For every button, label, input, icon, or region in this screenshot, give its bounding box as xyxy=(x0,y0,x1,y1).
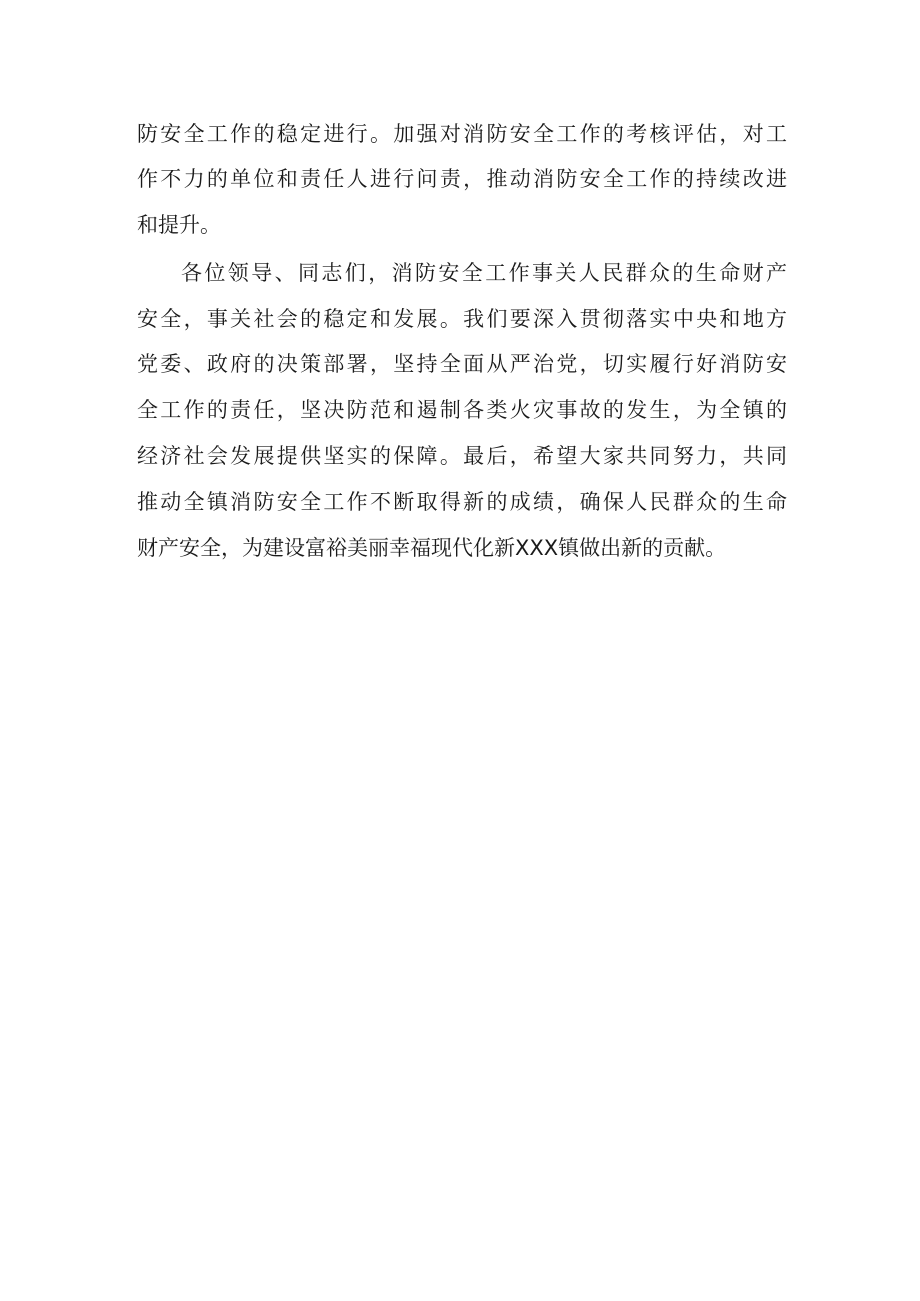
paragraph-2-line-4: 全工作的责任，坚决防范和遏制各类火灾事故的发生，为全镇的 xyxy=(137,398,787,422)
paragraph-1-line-1: 防安全工作的稳定进行。加强对消防安全工作的考核评估，对工 xyxy=(137,122,787,146)
paragraph-2-line-2: 安全，事关社会的稳定和发展。我们要深入贯彻落实中央和地方 xyxy=(137,307,787,331)
paragraph-2-line-7: 财产安全，为建设富裕美丽幸福现代化新XXX镇做出新的贡献。 xyxy=(137,536,727,560)
paragraph-1-line-3: 和提升。 xyxy=(137,213,221,237)
paragraph-2-line-5: 经济社会发展提供坚实的保障。最后，希望大家共同努力，共同 xyxy=(137,444,787,468)
paragraph-2-line-3: 党委、政府的决策部署，坚持全面从严治党，切实履行好消防安 xyxy=(137,352,787,376)
paragraph-2-line-1: 各位领导、同志们，消防安全工作事关人民群众的生命财产 xyxy=(181,261,787,285)
paragraph-2-line-6: 推动全镇消防安全工作不断取得新的成绩，确保人民群众的生命 xyxy=(137,490,787,514)
paragraph-1-line-2: 作不力的单位和责任人进行问责，推动消防安全工作的持续改进 xyxy=(137,167,787,191)
